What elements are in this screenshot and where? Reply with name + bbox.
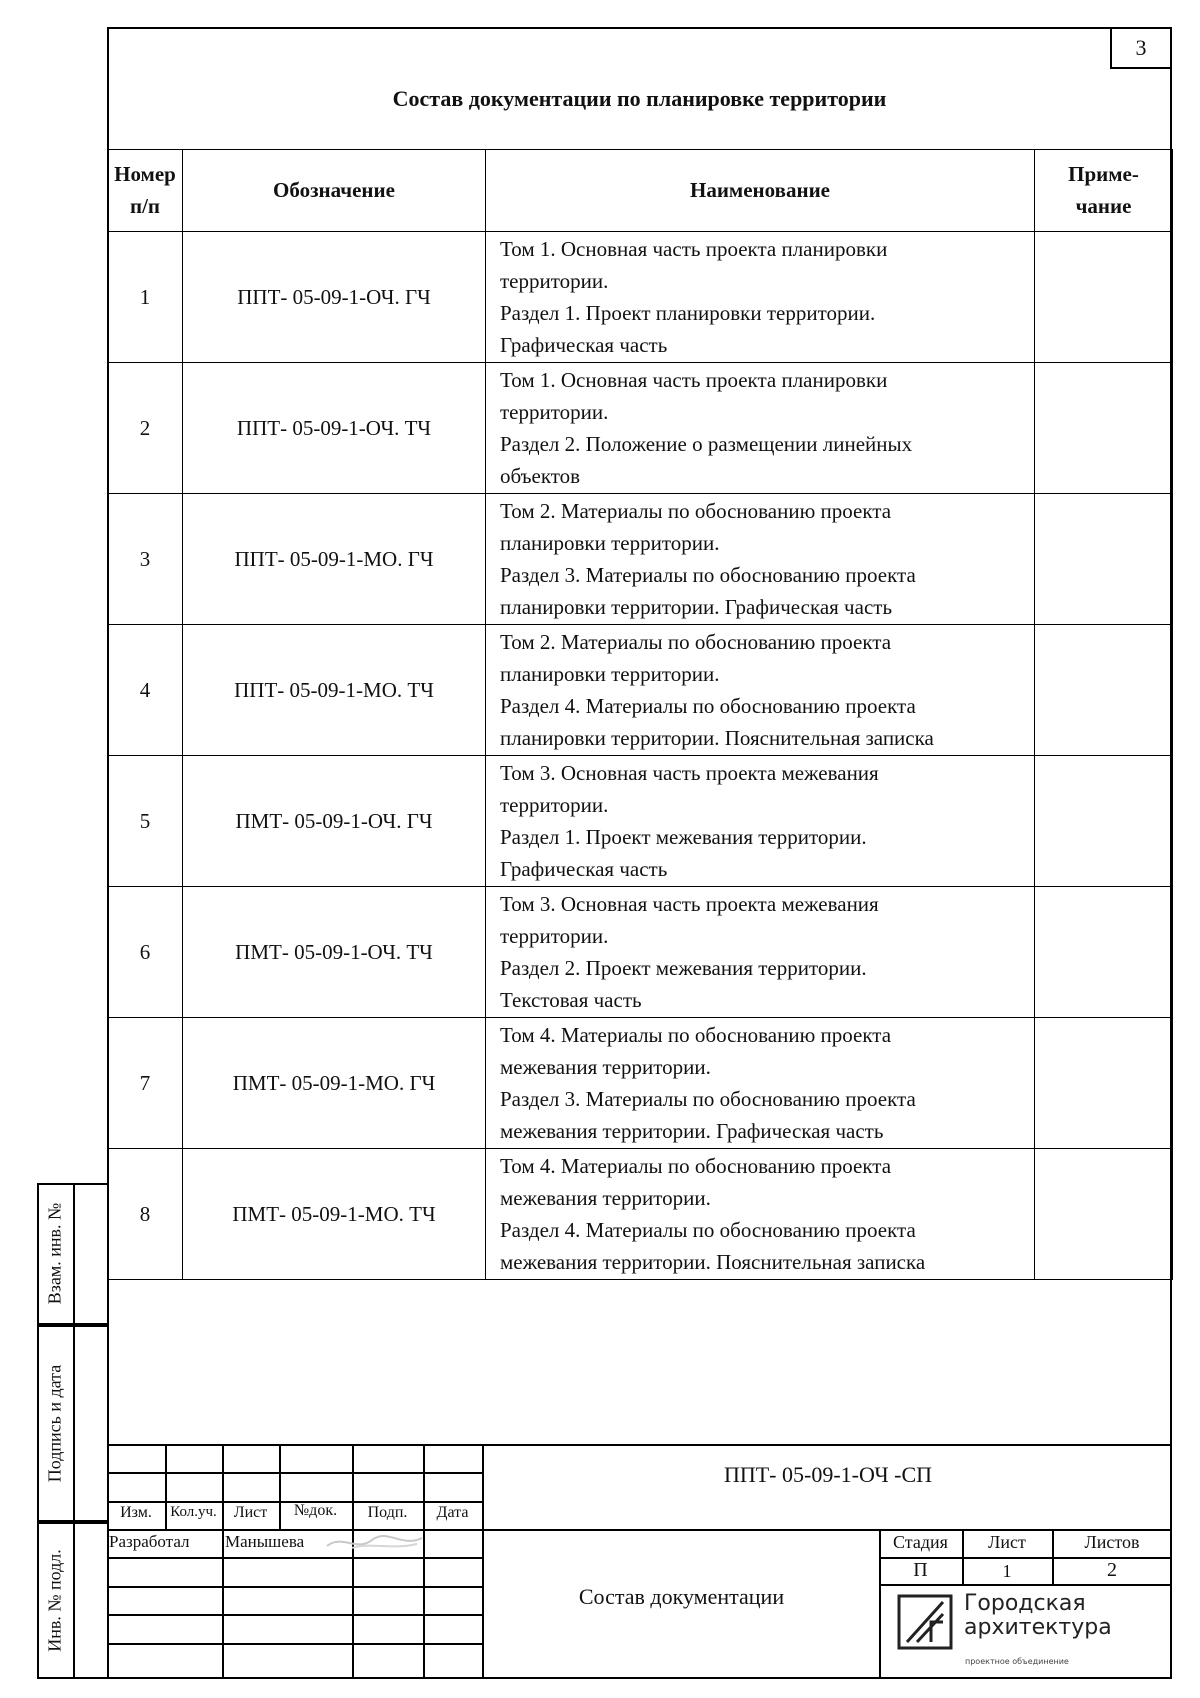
row-name: Том 3. Основная часть проекта межевания территории. Раздел 2. Проект межевания территории. Текстовая часть — [486, 887, 1035, 1018]
row-code: ПМТ- 05-09-1-МО. ГЧ — [183, 1018, 486, 1149]
header-code: Обозначение — [183, 150, 486, 232]
row-num: 4 — [108, 625, 183, 756]
table-row — [108, 625, 1173, 756]
header-note — [1035, 150, 1173, 232]
row-code: ПМТ- 05-09-1-ОЧ. ТЧ — [183, 887, 486, 1018]
logo-line-1: Городская — [964, 1591, 1086, 1616]
table-row — [108, 1018, 1173, 1149]
table-header-row — [108, 150, 1173, 232]
row-name: Том 3. Основная часть проекта межевания территории. Раздел 1. Проект межевания территории. Графическая часть — [486, 756, 1035, 887]
col-izm: Изм. — [120, 1504, 152, 1521]
row-num: 5 — [108, 756, 183, 887]
sheets-value: 2 — [1107, 1559, 1117, 1581]
table-row — [108, 494, 1173, 625]
sheets-label: Листов — [1084, 1532, 1140, 1552]
header-num — [108, 150, 183, 232]
page-number: 3 — [1110, 27, 1172, 69]
document-code: ППТ- 05-09-1-ОЧ -СП — [723, 1462, 933, 1487]
row-code: ППТ- 05-09-1-ОЧ. ГЧ — [183, 232, 486, 363]
row-num: 2 — [108, 363, 183, 494]
side-podpis-box — [37, 1325, 109, 1522]
logo-icon — [897, 1594, 953, 1650]
row-code: ППТ- 05-09-1-ОЧ. ТЧ — [183, 363, 486, 494]
row-code: ПМТ- 05-09-1-ОЧ. ГЧ — [183, 756, 486, 887]
row-num: 8 — [108, 1149, 183, 1280]
row-num: 1 — [108, 232, 183, 363]
header-name: Наименование — [486, 150, 1035, 232]
logo-line-2: архитектура — [964, 1615, 1112, 1640]
row-code: ППТ- 05-09-1-МО. ГЧ — [183, 494, 486, 625]
side-vzam-box — [37, 1183, 109, 1325]
row-name: Том 4. Материалы по обоснованию проекта межевания территории. Раздел 4. Материалы по обоснованию проекта межевания территории. Пояснительная записка — [486, 1149, 1035, 1280]
row-note — [1035, 1149, 1173, 1280]
table-row — [108, 1149, 1173, 1280]
row-note — [1035, 756, 1173, 887]
sheet-value: 1 — [1002, 1561, 1012, 1581]
col-data: Дата — [436, 1504, 469, 1521]
side-podpis-label: Подпись и дата — [44, 1364, 65, 1483]
row-name: Том 4. Материалы по обоснованию проекта межевания территории. Раздел 3. Материалы по обоснованию проекта межевания территории. Графическая часть — [486, 1018, 1035, 1149]
stage-value: П — [913, 1559, 928, 1581]
row-note — [1035, 1018, 1173, 1149]
logo-tagline: проектное объединение — [965, 1657, 1069, 1666]
side-inv-box — [37, 1522, 109, 1679]
row-name: Том 1. Основная часть проекта планировки территории. Раздел 1. Проект планировки территории. Графическая часть — [486, 232, 1035, 363]
row-note — [1035, 887, 1173, 1018]
table-row — [108, 363, 1173, 494]
row-code: ПМТ- 05-09-1-МО. ТЧ — [183, 1149, 486, 1280]
document-title: Состав документации по планировке территории — [392, 86, 887, 111]
row-note — [1035, 494, 1173, 625]
row-num: 7 — [108, 1018, 183, 1149]
sheet-label: Лист — [988, 1532, 1026, 1552]
table-row — [108, 756, 1173, 887]
table-row — [108, 887, 1173, 1018]
header-num-line-2: п/п — [129, 193, 161, 218]
row-num: 6 — [108, 887, 183, 1018]
signature — [322, 1528, 432, 1556]
side-inv-label: Инв. № подл. — [44, 1549, 65, 1652]
title-block — [107, 1444, 1172, 1679]
table-row — [108, 232, 1173, 363]
stage-label: Стадия — [893, 1532, 948, 1552]
row-name: Том 2. Материалы по обоснованию проекта планировки территории. Раздел 3. Материалы по обоснованию проекта планировки территории. Графическая часть — [486, 494, 1035, 625]
col-list: Лист — [233, 1504, 268, 1521]
col-kol: Кол.уч. — [170, 1504, 217, 1520]
developed-label: Разработал — [109, 1532, 190, 1551]
header-note-line-1: Приме- — [1068, 162, 1139, 186]
header-num-line-1: Номер — [114, 162, 176, 186]
row-note — [1035, 625, 1173, 756]
developer-name: Манышева — [225, 1532, 305, 1551]
document-name: Состав документации — [578, 1584, 785, 1609]
row-name: Том 2. Материалы по обоснованию проекта планировки территории. Раздел 4. Материалы по обоснованию проекта планировки территории. Пояснительная записка — [486, 625, 1035, 756]
side-vzam-label: Взам. инв. № — [44, 1202, 65, 1305]
row-name: Том 1. Основная часть проекта планировки территории. Раздел 2. Положение о размещении линейных объектов — [486, 363, 1035, 494]
row-code: ППТ- 05-09-1-МО. ТЧ — [183, 625, 486, 756]
documentation-table — [107, 149, 1173, 1280]
col-ndok: №док. — [293, 1502, 338, 1519]
header-note-line-2: чание — [1075, 193, 1132, 218]
row-num: 3 — [108, 494, 183, 625]
col-podp: Подп. — [367, 1504, 408, 1521]
row-note — [1035, 232, 1173, 363]
row-note — [1035, 363, 1173, 494]
